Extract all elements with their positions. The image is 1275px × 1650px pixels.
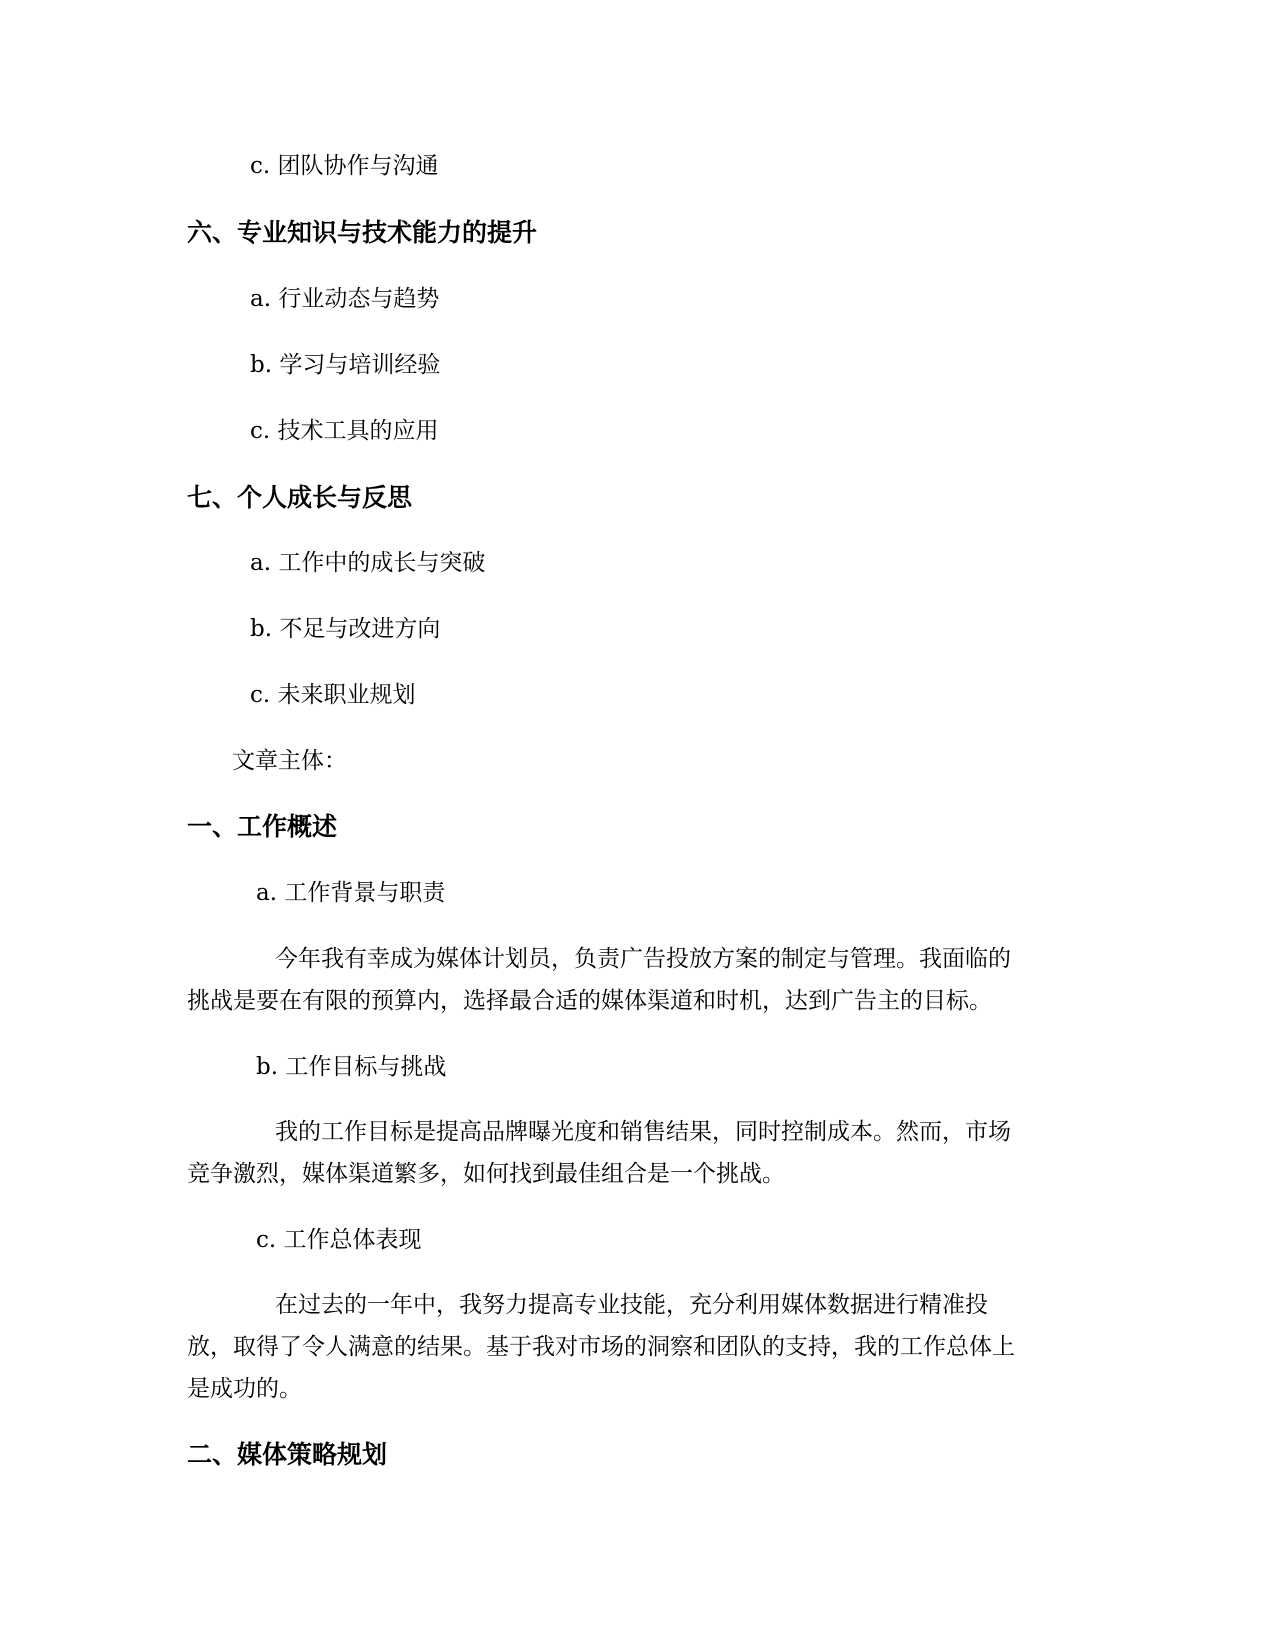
paragraph-1b-line-2: 竞争激烈，媒体渠道繁多，如何找到最佳组合是一个挑战。 xyxy=(187,1161,785,1187)
outline-item-5c: c. 团队协作与沟通 xyxy=(250,153,439,179)
outline-item-6c: c. 技术工具的应用 xyxy=(250,418,439,444)
subheading-1c: c. 工作总体表现 xyxy=(256,1227,422,1253)
paragraph-1c-line-1: 在过去的一年中，我努力提高专业技能，充分利用媒体数据进行精准投 xyxy=(275,1292,988,1318)
paragraph-1c-line-2: 放，取得了令人满意的结果。基于我对市场的洞察和团队的支持，我的工作总体上 xyxy=(187,1334,1015,1360)
paragraph-1c-line-3: 是成功的。 xyxy=(187,1376,302,1402)
outline-item-6b: b. 学习与培训经验 xyxy=(250,352,441,378)
subheading-1a: a. 工作背景与职责 xyxy=(256,880,446,906)
section-heading-1: 一、工作概述 xyxy=(187,812,338,841)
section-heading-6: 六、专业知识与技术能力的提升 xyxy=(187,218,538,247)
subheading-1b: b. 工作目标与挑战 xyxy=(256,1054,447,1080)
body-intro-label: 文章主体： xyxy=(232,748,347,774)
paragraph-1a-line-1: 今年我有幸成为媒体计划员，负责广告投放方案的制定与管理。我面临的 xyxy=(275,946,1011,972)
section-heading-2: 二、媒体策略规划 xyxy=(187,1440,388,1469)
paragraph-1b-line-1: 我的工作目标是提高品牌曝光度和销售结果，同时控制成本。然而，市场 xyxy=(275,1119,1011,1145)
outline-item-7a: a. 工作中的成长与突破 xyxy=(250,550,486,576)
outline-item-7c: c. 未来职业规划 xyxy=(250,682,416,708)
outline-item-6a: a. 行业动态与趋势 xyxy=(250,286,440,312)
section-heading-7: 七、个人成长与反思 xyxy=(187,483,413,512)
paragraph-1a-line-2: 挑战是要在有限的预算内，选择最合适的媒体渠道和时机，达到广告主的目标。 xyxy=(187,988,992,1014)
outline-item-7b: b. 不足与改进方向 xyxy=(250,616,441,642)
